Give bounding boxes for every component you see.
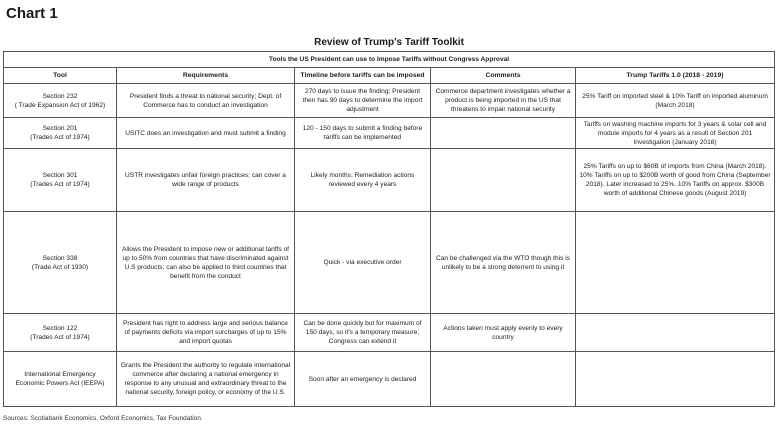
comments-cell: Actions taken must apply evenly to every country — [431, 314, 576, 352]
tariffs-cell — [576, 352, 775, 407]
table-row — [4, 314, 775, 352]
header-tariffs: Trump Tariffs 1.0 (2018 - 2019) — [576, 68, 775, 84]
table-title: Review of Trump's Tariff Toolkit — [314, 37, 464, 48]
tool-cell: Section 122 (Trades Act of 1974) — [4, 314, 117, 352]
requirements-cell: President finds a threat to national security; Dept. of Commerce has to conduct an investigation — [117, 84, 295, 118]
table-row — [4, 352, 775, 407]
header-tool: Tool — [4, 68, 117, 84]
tariffs-cell — [576, 212, 775, 314]
timeline-cell: 270 days to issue the finding; President then has 90 days to determine the import adjustment — [295, 84, 431, 118]
header-timeline: Timeline before tariffs can be imposed — [295, 68, 431, 84]
tariffs-cell — [576, 314, 775, 352]
comments-cell: Can be challenged via the WTO though this is unlikely to be a strong deterrent to using it — [431, 212, 576, 314]
timeline-cell: 120 - 150 days to submit a finding before tariffs can be implemented — [295, 118, 431, 149]
timeline-cell: Likely months; Remediation actions reviewed every 4 years — [295, 149, 431, 212]
tool-cell: Section 201 (Trades Act of 1974) — [4, 118, 117, 149]
tool-cell: Section 232 ( Trade Expansion Act of 1962) — [4, 84, 117, 118]
tariff-toolkit-table — [3, 51, 775, 407]
comments-cell — [431, 118, 576, 149]
requirements-cell: USTR investigates unfair foreign practices; can cover a wide range of products — [117, 149, 295, 212]
comments-cell: Commerce department investigates whether a product is being imported in the US that threatens to impair national security — [431, 84, 576, 118]
comments-cell — [431, 352, 576, 407]
requirements-cell: Grants the President the authority to regulate international commerce after declaring a national emergency in response to any unusual and extraordinary threat to the national security, foreign policy, or economy of the U.S. — [117, 352, 295, 407]
table-row — [4, 212, 775, 314]
table-row — [4, 149, 775, 212]
tool-cell: Section 301 (Trades Act of 1974) — [4, 149, 117, 212]
tool-cell: Section 338 (Trade Act of 1930) — [4, 212, 117, 314]
header-comments: Comments — [431, 68, 576, 84]
table-subtitle: Tools the US President can use to Impose Tariffs without Congress Approval — [4, 52, 775, 68]
table-row — [4, 84, 775, 118]
table-row — [4, 118, 775, 149]
requirements-cell: President has right to address large and serious balance of payments deficits via import surcharges of up to 15% and import quotas — [117, 314, 295, 352]
timeline-cell: Quick - via executive order — [295, 212, 431, 314]
tool-cell: International Emergency Economic Powers Act (IEEPA) — [4, 352, 117, 407]
timeline-cell: Can be done quickly but for maximum of 150 days, so it's a temporary measure; Congress can extend it — [295, 314, 431, 352]
requirements-cell: Allows the President to impose new or additional tariffs of up to 50% from countries that have discriminated against U.S products; can also be applied to third countries that benefit from the conduct — [117, 212, 295, 314]
tariffs-cell: Tariffs on washing machine imports for 3 years & solar cell and module imports for 4 years as a result of Section 201 Investigation (January 2018) — [576, 118, 775, 149]
tariffs-cell: 25% Tariff on imported steel & 10% Tariff on imported aluminum (March 2018) — [576, 84, 775, 118]
sources-note: Sources: Scotiabank Economics, Oxford Economics, Tax Foundation. — [3, 415, 203, 422]
chart-label: Chart 1 — [6, 5, 58, 22]
comments-cell — [431, 149, 576, 212]
timeline-cell: Soon after an emergency is declared — [295, 352, 431, 407]
tariffs-cell: 25% Tariffs on up to $60B of imports from China (March 2018). 10% Tariffs on up to $200B worth of good from China (September 2018). Later increased to 25%. 10% Tariffs on approx. $300B worth of additional Chinese goods (August 2019) — [576, 149, 775, 212]
requirements-cell: USITC does an investigation and must submit a finding — [117, 118, 295, 149]
header-row — [4, 68, 775, 84]
header-requirements: Requirements — [117, 68, 295, 84]
